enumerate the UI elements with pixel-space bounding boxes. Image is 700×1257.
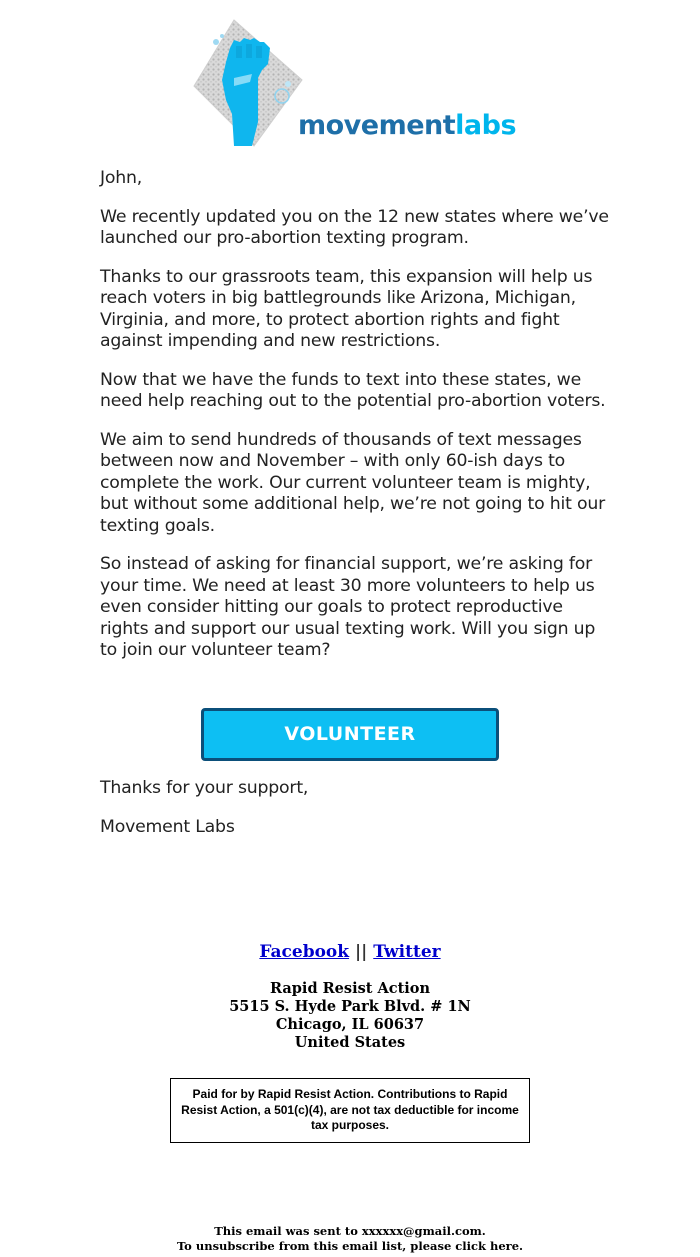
signature: Movement Labs <box>100 816 235 837</box>
social-links <box>0 942 700 962</box>
sent-to-notice: This email was sent to xxxxxx@gmail.com. <box>214 1224 486 1238</box>
address-city: Chicago, IL 60637 <box>275 1016 425 1033</box>
paragraph-1: We recently updated you on the 12 new states where we’ve launched our pro-abortion texting program. <box>100 206 609 248</box>
paid-for-disclaimer: Paid for by Rapid Resist Action. Contributions to Rapid Resist Action, a 501(c)(4), are not tax deductible for income tax purposes. <box>170 1078 530 1143</box>
unsubscribe-link[interactable]: To unsubscribe from this email list, please click here. <box>176 1239 524 1253</box>
brand-name-part1: movement <box>298 110 456 141</box>
email-body <box>100 168 610 679</box>
address-street: 5515 S. Hyde Park Blvd. # 1N <box>229 998 471 1015</box>
paragraph-2: Thanks to our grassroots team, this expansion will help us reach voters in big battlegrounds like Arizona, Michigan, Virginia, and more, to protect abortion rights and fight against impending and new restrictions. <box>100 266 593 351</box>
brand-wordmark <box>298 110 516 141</box>
greeting: John, <box>100 168 143 188</box>
facebook-link[interactable]: Facebook <box>259 942 350 962</box>
movementlabs-logo <box>192 18 517 152</box>
paragraph-4: We aim to send hundreds of thousands of text messages between now and November – with only 60-ish days to complete the work. Our current volunteer team is mighty, but without some additional help, we’re not going to hit our texting goals. <box>100 429 606 536</box>
mailing-address <box>0 980 700 1052</box>
email-footer <box>0 1224 700 1254</box>
social-separator: || <box>354 942 368 962</box>
closing: Thanks for your support, <box>100 778 309 798</box>
paragraph-5: So instead of asking for financial support, we’re asking for your time. We need at least 30 more volunteers to help us even consider hitting our goals to protect reproductive rights and support our usual texting work. Will you sign up to join our volunteer team? <box>100 554 596 660</box>
volunteer-button[interactable]: VOLUNTEER <box>201 708 499 761</box>
address-org: Rapid Resist Action <box>270 980 430 997</box>
cta-container <box>201 708 499 761</box>
paragraph-3: Now that we have the funds to text into these states, we need help reaching out to the potential pro-abortion voters. <box>100 369 606 411</box>
address-country: United States <box>294 1034 406 1051</box>
brand-name-part2: labs <box>455 110 517 141</box>
signoff <box>100 778 610 855</box>
twitter-link[interactable]: Twitter <box>373 942 441 962</box>
